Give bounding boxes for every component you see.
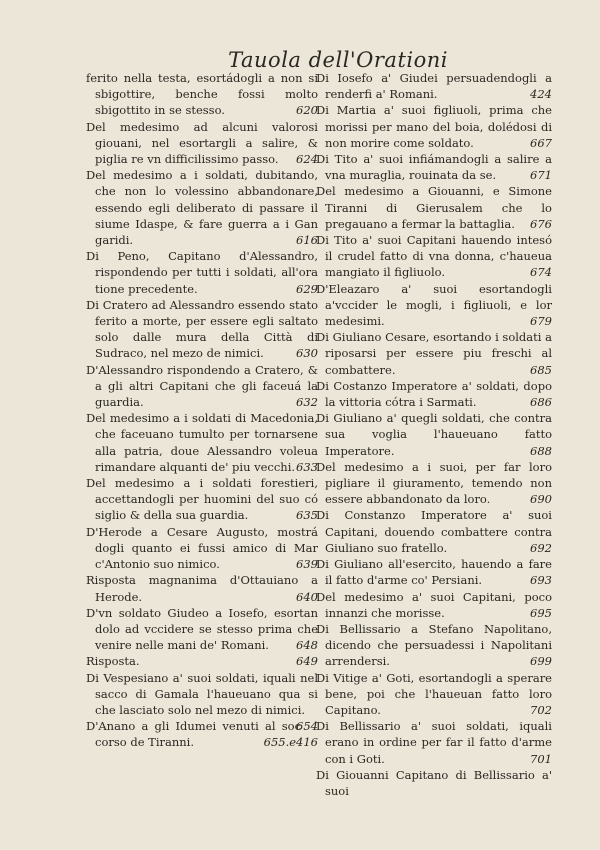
entry-page-number: 424 (530, 87, 552, 102)
index-entry (86, 718, 318, 750)
index-entry (316, 70, 552, 102)
index-entry (86, 248, 318, 297)
index-entry (86, 572, 318, 604)
entry-text: Del medesimo a i soldati di Macedonia, che faceuano tumulto per tornarsene alla patria, doue Alessandro voleua rimandare alquanti de' piu vecchi. (86, 411, 318, 474)
index-entry (316, 102, 552, 151)
entry-page-number: 695 (530, 605, 552, 620)
index-entry (86, 410, 318, 475)
entry-text: Risposta magnanima d'Ottauiano a Herode. (86, 573, 318, 604)
entry-page-number: 616 (296, 233, 318, 248)
entry-text: Del medesimo a i soldati forestieri, accettandogli per huomini del suo có siglio & della sua guardia. (86, 476, 318, 523)
entry-page-number: 632 (296, 395, 318, 410)
index-entry (316, 410, 552, 459)
entry-page-number: 671 (530, 168, 552, 183)
page-title: Tauola dell'Orationi (228, 48, 448, 72)
entry-text: Di Costanzo Imperatore a' soldati, dopo la vittoria cótra i Sarmati. (316, 378, 552, 410)
entry-page-number: 685 (530, 362, 552, 377)
index-entry (316, 329, 552, 378)
entry-text: Di Cratero ad Alessandro essendo stato ferito a morte, per essere egli saltato solo dalle mura della Città di Sudraco, nel mezo de nimici. (86, 297, 318, 361)
index-entry (86, 475, 318, 524)
entry-page-number: 655.e416 (263, 735, 318, 750)
entry-page-number: 667 (530, 135, 552, 150)
entry-text: ferito nella testa, esortádogli a non si sbigottire, benche fossi molto sbigottito in se stesso. (86, 71, 318, 118)
entry-text: Di Iosefo a' Giudei persuadendogli a renderfi a' Romani. (316, 71, 552, 102)
entry-page-number: 629 (296, 281, 318, 296)
index-entry (86, 605, 318, 654)
index-entry (86, 653, 318, 669)
entry-text: D'vn soldato Giudeo a Iosefo, esortan dolo ad vccidere se stesso prima che venire nelle mani de' Romani. (86, 605, 318, 653)
entry-text: Di Bellissario a' suoi soldati, iquali erano in ordine per far il fatto d'arme con i Goti. (316, 719, 552, 766)
entry-page-number: 633 (296, 459, 318, 474)
index-entry (86, 362, 318, 411)
entry-text: Di Vespesiano a' suoi soldati, iquali nel sacco di Gamala l'haueuano qua si che lasciato solo nel mezo di nimici. (86, 670, 318, 717)
entry-page-number: 690 (530, 492, 552, 507)
index-entry (86, 70, 318, 119)
entry-page-number: 702 (530, 702, 552, 717)
entry-text: Del medesimo a i soldati, dubitando, che non lo volessino abbandonare, essendo egli deliberato di passare il siume Idaspe, & fare guerra a i Gan garidi. (86, 168, 318, 248)
index-entry (316, 556, 552, 588)
index-entry (316, 589, 552, 621)
entry-page-number: 648 (296, 638, 318, 653)
index-entry (86, 167, 318, 248)
entry-page-number: 676 (530, 216, 552, 231)
entry-text: Di Giuliano a' quegli soldati, che contra sua voglia l'haueuano fatto Imperatore. (316, 411, 552, 458)
entry-text: Del medesimo a i suoi, per far loro pigliare il giuramento, temendo non essere abbandonato da loro. (316, 459, 552, 507)
entry-text: Di Peno, Capitano d'Alessandro, rispondendo per tutti i soldati, all'ora tione precedente. (86, 249, 318, 296)
index-entry (316, 767, 552, 799)
entry-text: Di Bellissario a Stefano Napolitano, dicendo che persuadessi i Napolitani arrendersi. (316, 621, 552, 669)
entry-page-number: 635 (296, 508, 318, 523)
entry-page-number: 693 (530, 573, 552, 588)
entry-page-number: 699 (530, 654, 552, 669)
entry-text: Di Giuliano all'esercito, hauendo a fare il fatto d'arme co' Persiani. (316, 557, 552, 588)
entry-page-number: 624 (296, 152, 318, 167)
entry-text: Di Tito a' suoi Capitani hauendo intesó il crudel fatto di vna donna, c'haueua mangiato il figliuolo. (316, 233, 552, 280)
entry-page-number: 679 (530, 314, 552, 329)
entry-text: Di Tito a' suoi infiámandogli a salire a vna muraglia, rouinata da se. (316, 152, 552, 183)
entry-text: Del medesimo a Giouanni, e Simone Tiranni di Gierusalem che lo pregauano a fermar la battaglia. (316, 184, 552, 231)
entry-text: D'Alessandro rispondendo a Cratero, & a gli altri Capitani che gli faceuá la guardia. (86, 362, 318, 410)
entry-text: D'Eleazaro a' suoi esortandogli a'vccider le mogli, i figliuoli, e lor medesimi. (316, 281, 552, 329)
entry-page-number: 639 (296, 557, 318, 572)
entry-text: Di Vitige a' Goti, esortandogli a sperare bene, poi che l'haueuan fatto loro Capitano. (316, 670, 552, 717)
entry-page-number: 686 (530, 395, 552, 410)
entry-text: Del medesimo a' suoi Capitani, poco innanzi che morisse. (316, 589, 552, 620)
index-entry (86, 119, 318, 168)
left-column (86, 70, 318, 751)
entry-text: Risposta. (86, 654, 140, 669)
index-entry (316, 151, 552, 183)
index-entry (316, 507, 552, 556)
entry-text: Del medesimo ad alcuni valorosi giouani, nel esortargli a salire, & piglia re vn difficilissimo passo. (86, 119, 318, 167)
entry-text: D'Herode a Cesare Augusto, mostrá dogli quanto ei fussi amico di Mar c'Antonio suo nimico. (86, 524, 318, 572)
entry-page-number: 674 (530, 265, 552, 280)
index-entry (316, 183, 552, 232)
index-entry (86, 297, 318, 362)
index-entry (86, 524, 318, 573)
entry-page-number: 692 (530, 540, 552, 555)
index-entry (316, 718, 552, 767)
index-entry (316, 378, 552, 410)
entry-page-number: 654 (296, 719, 318, 734)
index-entry (316, 281, 552, 330)
entry-page-number: 630 (296, 346, 318, 361)
entry-page-number: 649 (296, 654, 318, 669)
index-entry (86, 670, 318, 734)
entry-text: Di Giuliano Cesare, esortando i soldati a riposarsi per essere piu freschi al combattere. (316, 330, 552, 377)
entry-page-number: 688 (530, 443, 552, 458)
index-entry (316, 459, 552, 508)
entry-text: Di Giouanni Capitano di Bellissario a' suoi (316, 767, 552, 798)
entry-text: D'Anano a gli Idumei venuti al soc corso de Tiranni. (86, 719, 302, 750)
entry-text: Di Constanzo Imperatore a' suoi Capitani, douendo combattere contra Giuliano suo fratello. (316, 508, 552, 555)
index-entry (316, 670, 552, 719)
entry-text: Di Martia a' suoi figliuoli, prima che morissi per mano del boia, dolédosi di non morire come soldato. (316, 103, 552, 150)
entry-page-number: 701 (530, 751, 552, 766)
index-entry (316, 232, 552, 281)
index-entry (316, 621, 552, 670)
entry-page-number: 640 (296, 589, 318, 604)
entry-page-number: 620 (296, 103, 318, 118)
right-column (316, 70, 552, 799)
